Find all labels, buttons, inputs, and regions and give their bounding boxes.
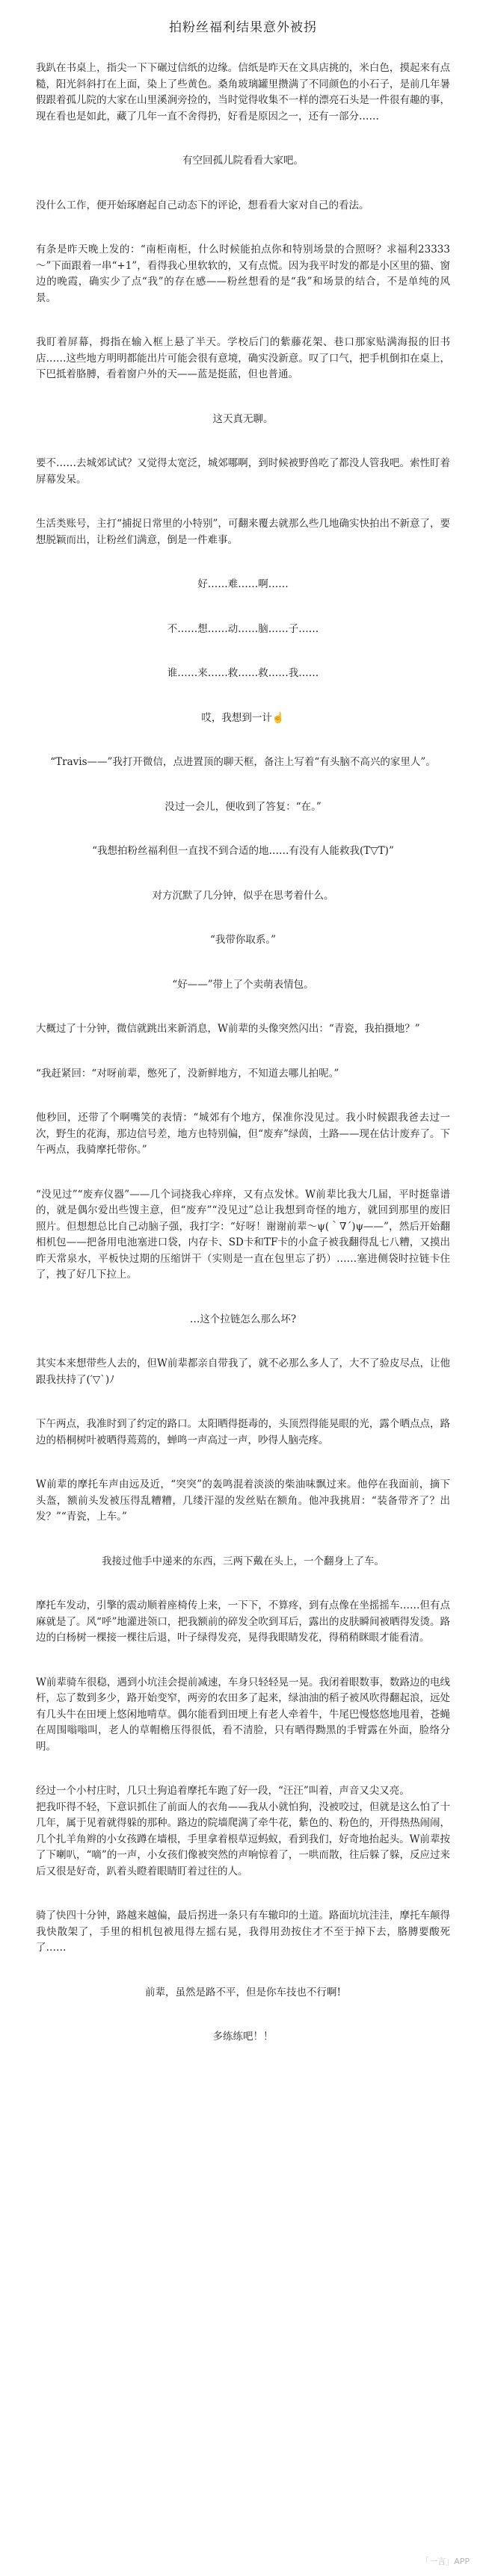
- article-paragraph: 哎，我想到一计☝: [201, 711, 285, 724]
- article-paragraph: 他秒回，还带了个啊嘴笑的表情：“城郊有个地方，保准你没见过。我小时候跟我爸去过一次，野生的花海，那边信号差，地方也特别偏，但“废弃”绿茵，土路——现在估计废弃了。下午两点，我骑摩托带你。”: [36, 1112, 450, 1156]
- article-paragraph: 摩托车发动，引擎的震动顺着座椅传上来，一下下，不算疼，到有点像在坐摇摇车……但有点麻就是了。风“呼”地灌进领口，把我额前的碎发全吹到耳后，露出的皮肤瞬间被晒得发烫。路边的白杨树一棵接一棵往后退，叶子绿得发亮，晃得我眼睛发花，得稍稍眯眼才能看清。: [36, 1600, 450, 1644]
- article-paragraph: …这个拉链怎么那么坏?: [189, 1313, 297, 1325]
- article-paragraph: 要不……去城郊试试？又觉得太宽泛，城郊哪啊，到时候被野兽吃了都没人管我吧。索性盯着屏幕发呆。: [36, 457, 450, 486]
- article-paragraph: 对方沉默了几分钟，似乎在思考着什么。: [152, 889, 334, 902]
- article-paragraph: 多练练吧！！: [212, 2031, 274, 2043]
- article-paragraph: 谁……来……救……救……我……: [167, 667, 319, 679]
- article-paragraph: “我想拍粉丝福利但一直找不到合适的地……有没有人能救我(T▽T)”: [92, 845, 394, 857]
- article-title: 拍粉丝福利结果意外被拐: [169, 20, 317, 35]
- article-paragraph: 骑了快四十分钟，路越来越偏，最后拐进一条只有车辙印的土道。路面坑坑洼洼，摩托车颠得我快散架了，手里的相机包被甩得左摇右晃，我得用劲按住才不至于掉下去，胳膊要酸死了……: [36, 1910, 450, 1954]
- article-paragraph: “Travis——”我打开微信，点进置顶的聊天框，备注上写着“有头脑不高兴的家里人”。: [50, 756, 436, 768]
- article-paragraph: 有条是昨天晚上发的：“南柜南柜，什么时候能拍点你和特别场景的合照呀？求福利23333～”下面跟着一串“+1”，看得我心里软软的，又有点慌。因为我平时发的都是小区里的猫、窗边的晚霞，确实少了点“我”的存在感——粉丝想看的是“我”和场景的结合，不是单纯的风景。: [36, 244, 450, 304]
- article-paragraph: 有空回孤儿院看看大家吧。: [182, 155, 304, 167]
- article-paragraph: 我盯着屏幕，拇指在输入框上悬了半天。学校后门的紫藤花架、巷口那家贴满海报的旧书店……这些地方明明都能出片可能会很有意境，确实没新意。叹了口气，把手机倒扣在桌上，下巴抵着胳膊，看着窗户外的天——蓝是挺蓝，但也普通。: [36, 336, 450, 380]
- article-paragraph: W前辈骑车很稳，遇到小坑洼会提前减速，车身只轻轻晃一晃。我闭着眼数事，数路边的电线杆，忘了数到多少，路开始变窄，两旁的农田多了起来，绿油油的稻子被风吹得翻起浪，远处有几头牛在田埂上悠闲地啃草。偶尔能看到田埂上有老人牵着牛，牛尾巴慢悠悠地甩着，苍蝇在周围嗡嗡叫，老人的草帽檐压得很低，看不清脸，只有晒得黝黑的手臂露在外面，脸络分明。: [36, 1676, 450, 1753]
- article-paragraph: 没什么工作，便开始琢磨起自己动态下的评论，想看看大家对自己的看法。: [36, 199, 369, 211]
- article-paragraph: 经过一个小村庄时，几只土狗追着摩托车跑了好一段，“汪汪”叫着，声音又尖又亮。 把我吓得不轻，下意识抓住了前面人的衣角——我从小就怕狗，没被咬过，但就是这么怕了十几年，属于见着就得躲的那种。路边的院墙爬满了牵牛花，紫色的、粉色的，开得热热闹闹，几个扎羊角辫的小女孩蹲在墙根，手里拿着根草逗蚂蚁，看到我们，好奇地抬起头。W前辈按了下喇叭，“嘀”的一声，小女孩们像被突然的声响惊着了，一哄而散，往后躲了躲，反应过来后又很是好奇，趴着头瞪着眼睛盯着过往的人。: [36, 1785, 450, 1877]
- article-paragraph: 这天真无聊。: [212, 412, 274, 425]
- article-paragraph: 前辈，虽然是路不平，但是你车技也不行啊!: [145, 1986, 341, 1998]
- article-paragraph: 生活类账号，主打“捕捉日常里的小特别”，可翻来覆去就那么些几地确实快拍出不新意了，要想脱颖而出，让粉丝们满意，倒是一件难事。: [36, 518, 450, 546]
- article-paragraph: 没过一会儿，便收到了答复：“在。”: [164, 800, 322, 813]
- article-body: [36, 61, 450, 2046]
- article-paragraph: “没见过”“废弃仪器”——几个词挠我心痒痒，又有点发怵。W前辈比我大几届，平时挺靠谱的，就是偶尔爱出些馊主意，但“废弃”“没见过”总让我想到奇怪的地方，就回到那里的废旧照片。但想想总比自己动脑子强，我打字：“好呀！谢谢前辈～ψ(｀∇´)ψ——”，然后开始翻相机包——把备用电池塞进口袋，内存卡、SD卡和TF卡的小盒子被我翻得乱七八糟，又摸出昨天常泉水，平板快过期的压缩饼干（实则是一直在包里忘了扔）……塞进侧袋时拉链卡住了，拽了好几下拉上。: [36, 1188, 450, 1281]
- article-paragraph: 我接过他手中递来的东西，三两下戴在头上，一个翻身上了车。: [102, 1555, 384, 1567]
- article-paragraph: “我带你取系。”: [209, 934, 277, 946]
- article-paragraph: “我赶紧回：“对呀前辈，憋死了，没新鲜地方，不知道去哪儿拍呢。”: [36, 1067, 339, 1080]
- article-paragraph: 大概过了十分钟，微信就跳出来新消息，W前辈的头像突然闪出：“青瓷，我拍摄地？”: [36, 1023, 420, 1035]
- article-paragraph: 下午两点，我准时到了约定的路口。太阳晒得挺毒的，头顶烈得能晃眼的光，露个晒点点，路边的梧桐树叶被晒得蔫蔫的，蝉鸣一声高过一声，吵得人脑壳疼。: [36, 1418, 450, 1446]
- article-paragraph: 好……难……啊……: [197, 578, 289, 590]
- article-paragraph: W前辈的摩托车声由远及近，“突突”的轰鸣混着淡淡的柴油味飘过来。他停在我面前，摘下头盔，额前头发被压得乱糟糟，几缕汗湿的发丝贴在额角。他冲我挑眉：“装备带齐了？出发？”“青瓷，上车。”: [36, 1479, 450, 1523]
- article-paragraph: “好——”带上了个卖萌表情包。: [172, 978, 314, 991]
- app-watermark: 「一言」APP: [421, 2557, 470, 2566]
- article-paragraph: 不……想……动……脑……子……: [167, 622, 319, 635]
- article-paragraph: 其实本来想带些人去的，但W前辈都亲自带我了，就不必那么多人了，大不了验皮尽点，让他跟我扶持了(′▽`)ﾉ: [36, 1357, 450, 1386]
- article-paragraph: 我趴在书桌上，指尖一下下碾过信纸的边缘。信纸是昨天在文具店挑的，米白色，摸起来有点糙，阳光斜斜打在上面，染上了些黄色。桑角玻璃罐里攒满了不同颜色的小石子，是前几年暑假跟着孤儿院的大家在山里溪涧旁捡的，当时觉得收集不一样的漂亮石头是一件很有趣的事，现在看也是如此，藏了几年一直不舍得扔，好看是原因之一，还有一部分……: [36, 62, 450, 123]
